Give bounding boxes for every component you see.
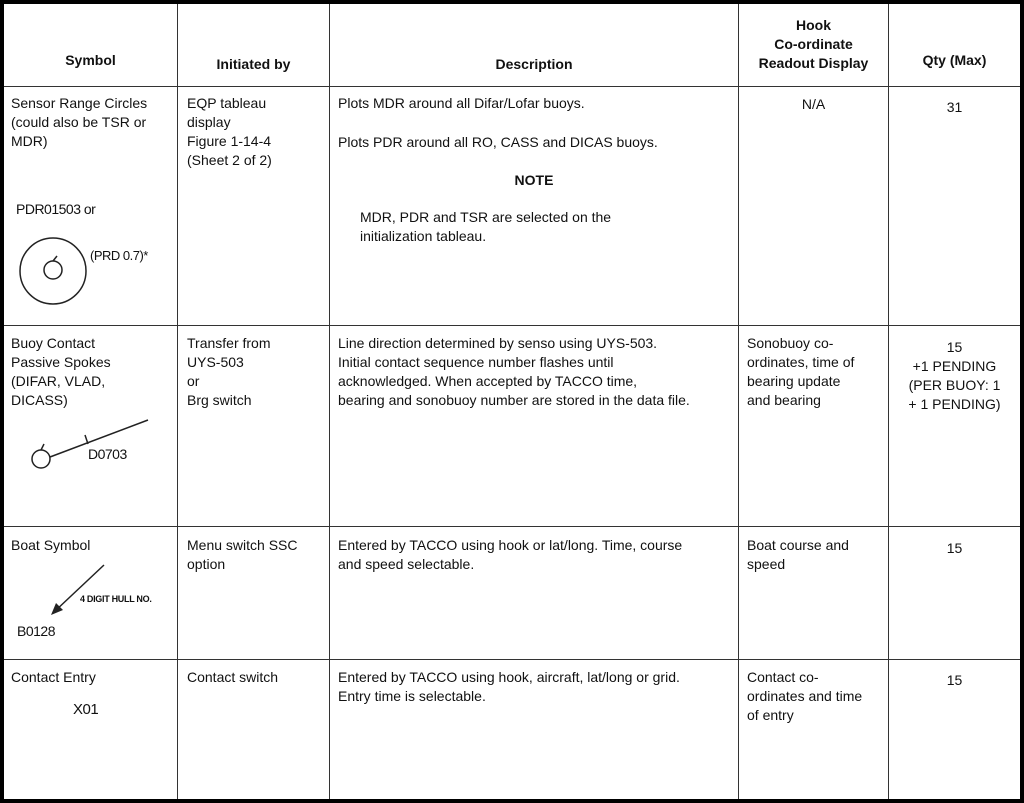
row-divider	[4, 526, 1020, 527]
row4-hook-readout: Contact co- ordinates and time of entry	[747, 669, 863, 723]
header-qty-max: Qty (Max)	[922, 52, 987, 68]
row3-hull-label: 4 DIGIT HULL NO.	[80, 594, 152, 604]
column-divider	[738, 4, 739, 799]
row3-hook-readout: Boat course and speed	[747, 537, 849, 572]
row3-symbol-label: B0128	[17, 623, 55, 639]
row3-description: Entered by TACCO using hook or lat/long. Time, course and speed selectable.	[338, 537, 683, 572]
header-initiated-by: Initiated by	[216, 56, 291, 72]
header-description: Description	[495, 56, 573, 72]
row1-hook-readout: N/A	[801, 96, 826, 112]
row2-initiated-by: Transfer from UYS-503 or Brg switch	[187, 335, 271, 408]
row4-symbol-label: X01	[73, 701, 99, 718]
row3-initiated-by: Menu switch SSC option	[187, 537, 298, 572]
header-hook-readout: Hook Co-ordinate Readout Display	[758, 17, 869, 71]
row3-qty: 15	[946, 540, 963, 556]
row2-description: Line direction determined by senso using UYS-503. Initial contact sequence number flashes until acknowledged. When accepted by TACCO time, bearing and sonobuoy number are stored in the data file.	[338, 335, 690, 408]
row1-description-1: Plots MDR around all Difar/Lofar buoys.	[338, 95, 585, 111]
row2-symbol-label: D0703	[88, 446, 127, 462]
row1-initiated-by: EQP tableau display Figure 1-14-4 (Sheet 2 of 2)	[187, 95, 272, 168]
row1-circle-label: (PRD 0.7)*	[90, 248, 148, 263]
row4-symbol-name: Contact Entry	[11, 669, 96, 685]
sensor-range-circle-icon	[18, 236, 88, 306]
row1-symbol-name: Sensor Range Circles (could also be TSR or MDR)	[11, 95, 148, 149]
row2-hook-readout: Sonobuoy co- ordinates, time of bearing update and bearing	[747, 335, 855, 408]
row-divider	[4, 86, 1020, 87]
row1-note-title: NOTE	[514, 172, 554, 188]
row2-symbol-name: Buoy Contact Passive Spokes (DIFAR, VLAD, DICASS)	[11, 335, 111, 408]
row3-symbol-name: Boat Symbol	[11, 537, 91, 553]
row4-initiated-by: Contact switch	[187, 669, 279, 685]
column-divider	[177, 4, 178, 799]
header-symbol: Symbol	[65, 52, 116, 68]
row4-qty: 15	[946, 672, 963, 688]
boat-arrow-icon	[48, 563, 108, 618]
row1-note-text: MDR, PDR and TSR are selected on the initialization tableau.	[360, 209, 612, 244]
row1-qty: 31	[946, 99, 963, 115]
row2-qty: 15 +1 PENDING (PER BUOY: 1 + 1 PENDING)	[908, 339, 1001, 412]
row-divider	[4, 659, 1020, 660]
row-divider	[4, 325, 1020, 326]
row4-description: Entered by TACCO using hook, aircraft, lat/long or grid. Entry time is selectable.	[338, 669, 680, 704]
row1-description-2: Plots PDR around all RO, CASS and DICAS buoys.	[338, 134, 658, 150]
column-divider	[329, 4, 330, 799]
row1-symbol-label: PDR01503 or	[16, 201, 96, 217]
